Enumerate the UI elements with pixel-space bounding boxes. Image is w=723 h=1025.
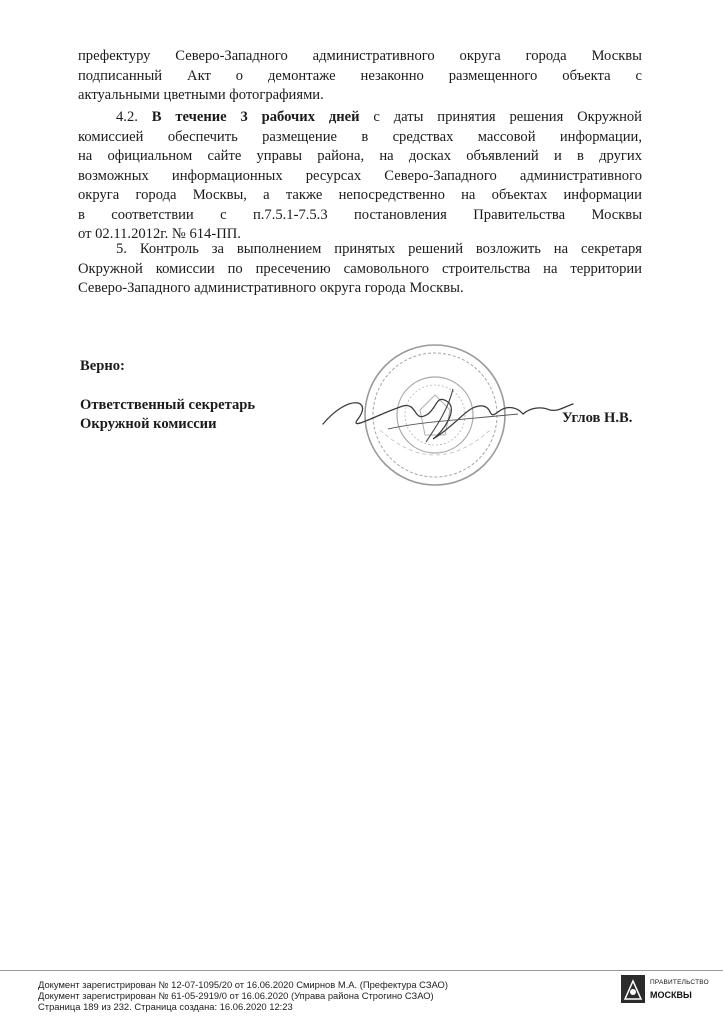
deadline-emphasis: В течение 3 рабочих дней <box>151 109 360 125</box>
paragraph-2-line-1-end: с даты принятия решения Окружной <box>359 109 642 125</box>
paragraph-3-line-2: Окружной комиссии по пресечению самовольного строительства на территории <box>78 260 642 277</box>
signature-icon <box>318 384 578 444</box>
verno-label: Верно: <box>80 358 125 374</box>
paragraph-2-line-1 <box>78 108 642 128</box>
paragraph-1-line-1: префектуру Северо-Западного административного округа города Москвы <box>78 48 642 64</box>
paragraph-2 <box>78 108 642 245</box>
registration-footer <box>0 970 723 1025</box>
signatory-position <box>80 396 255 434</box>
logo-text-2: МОСКВЫ <box>650 990 692 1000</box>
paragraph-2-line-4: возможных информационных ресурсах Северо-Западного административного <box>78 167 642 184</box>
moscow-emblem-icon <box>621 975 645 1003</box>
registration-info <box>38 979 448 1012</box>
logo-text-1: ПРАВИТЕЛЬСТВО <box>650 979 709 986</box>
registration-line-1: Документ зарегистрирован № 12-07-1095/20 от 16.06.2020 Смирнов М.А. (Префектура СЗАО) <box>38 979 448 990</box>
page-info-line: Страница 189 из 232. Страница создана: 16.06.2020 12:23 <box>38 1001 293 1012</box>
paragraph-1-line-2: подписанный Акт о демонтаже незаконно размещенного объекта с <box>78 67 642 84</box>
paragraph-2-line-7: от 02.11.2012г. № 614-ПП. <box>78 226 241 242</box>
paragraph-3-line-1: 5. Контроль за выполнением принятых решений возложить на секретаря <box>116 241 642 257</box>
paragraph-2-line-6: в соответствии с п.7.5.1-7.5.3 постановления Правительства Москвы <box>78 206 642 223</box>
paragraph-2-line-2: комиссией обеспечить размещение в средствах массовой информации, <box>78 128 642 145</box>
position-line-1: Ответственный секретарь <box>80 397 256 413</box>
registration-line-2: Документ зарегистрирован № 61-05-2919/0 от 16.06.2020 (Управа района Строгино СЗАО) <box>38 990 434 1001</box>
paragraph-2-number: 4.2. <box>116 109 152 125</box>
paragraph-2-line-5: округа города Москвы, а также непосредственно на объектах информации <box>78 187 642 203</box>
paragraph-3-line-3: Северо-Западного административного округа города Москвы. <box>78 280 464 296</box>
paragraph-2-line-3: на официальном сайте управы района, на досках объявлений и в других <box>78 148 642 164</box>
signatory-name: Углов Н.В. <box>562 410 633 426</box>
position-line-2: Окружной комиссии <box>80 416 217 432</box>
paragraph-1-line-3: актуальными цветными фотографиями. <box>78 87 324 103</box>
government-logo-text <box>650 977 709 1001</box>
paragraph-3 <box>78 240 642 299</box>
paragraph-1 <box>78 47 642 106</box>
